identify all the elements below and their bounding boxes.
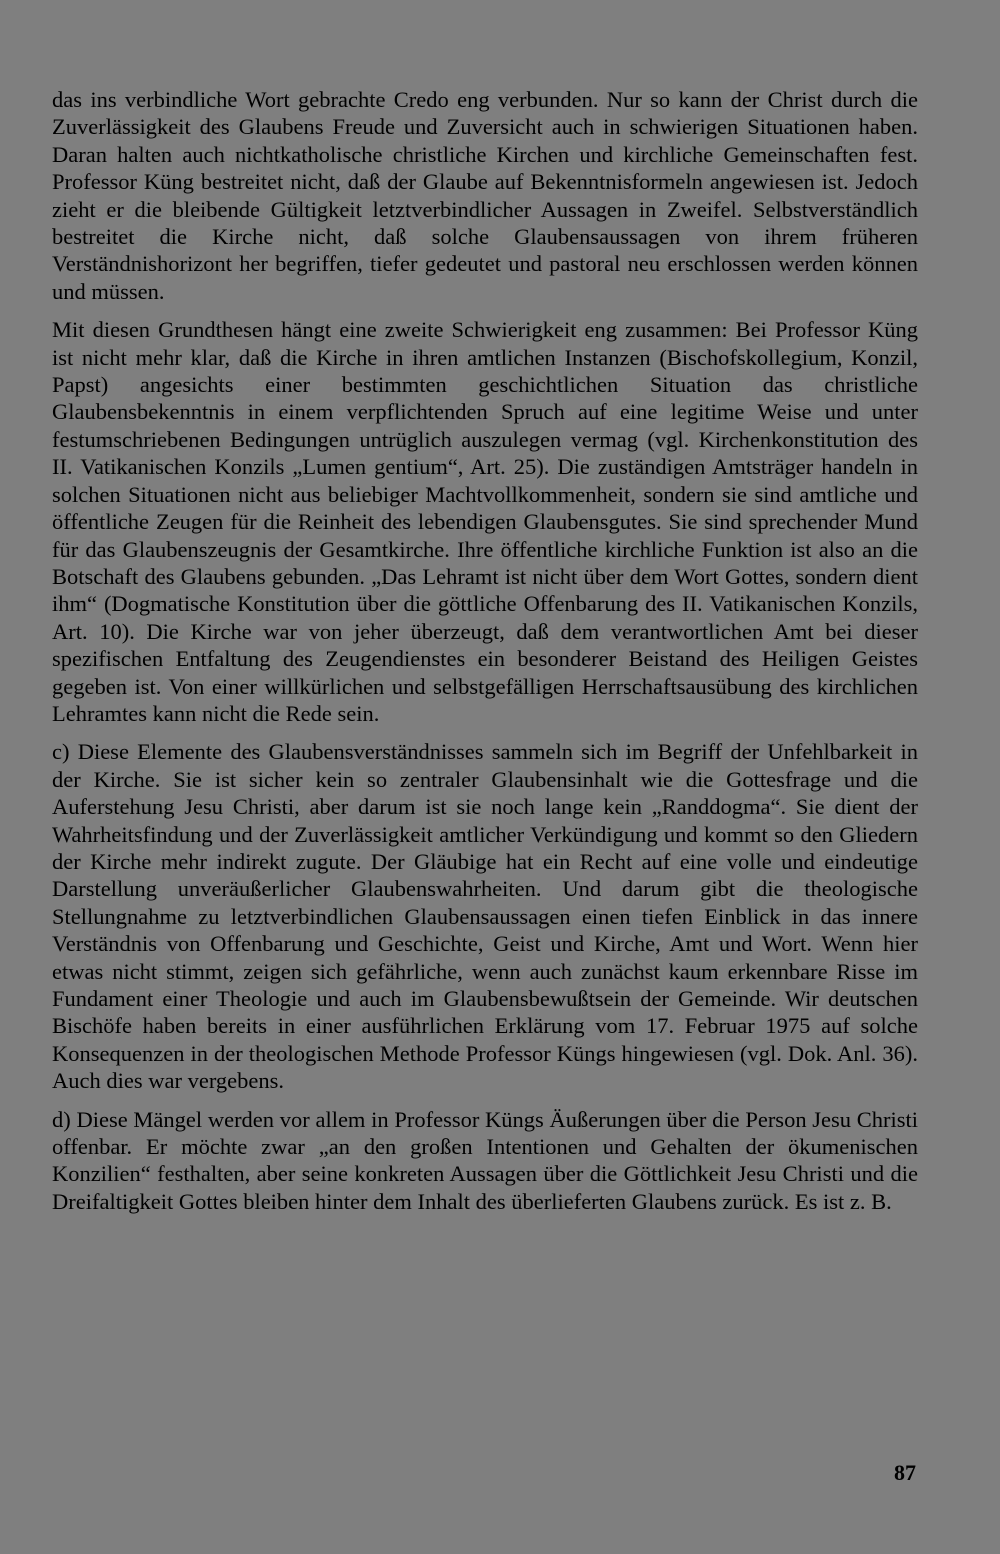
paragraph-c-unfehlbarkeit: c) Diese Elemente des Glaubensverständnisses sammeln sich im Begriff der Unfehlbarkeit in der Kirche. Sie ist sicher kein so zentraler Glaubensinhalt wie die Gottesfrage und die Auferstehung Jesu Christi, aber darum ist sie noch lange kein „Randdogma“. Sie dient der Wahrheitsfindung und der Zuverlässigkeit amtlicher Verkündigung und kommt so den Gliedern der Kirche mehr indirekt zugute. Der Gläubige hat ein Recht auf eine volle und eindeutige Darstellung unveräußerlicher Glaubenswahrheiten. Und darum gibt die theologische Stellungnahme zu letztverbindlichen Glaubensaussagen einen tiefen Einblick in das innere Verständnis von Offenbarung und Geschichte, Geist und Kirche, Amt und Wort. Wenn hier etwas nicht stimmt, zeigen sich gefährliche, wenn auch zunächst kaum erkennbare Risse im Fundament einer Theologie und auch im Glaubensbewußtsein der Gemeinde. Wir deutschen Bischöfe haben bereits in einer ausführlichen Erklärung vom 17. Februar 1975 auf solche Konsequenzen in der theologischen Methode Professor Küngs hingewiesen (vgl. Dok. Anl. 36). Auch dies war vergebens. <box>52 739 918 1094</box>
paragraph-grundthesen: Mit diesen Grundthesen hängt eine zweite Schwierigkeit eng zusammen: Bei Professor Küng ist nicht mehr klar, daß die Kirche in ihren amtlichen Instanzen (Bischofskollegium, Konzil, Papst) angesichts einer bestimmten geschichtlichen Situation das christliche Glaubensbekenntnis in einem verpflichtenden Spruch auf eine legitime Weise und unter festumschriebenen Bedingungen untrüglich auszulegen vermag (vgl. Kirchenkonstitution des II. Vatikanischen Konzils „Lumen gentium“, Art. 25). Die zuständigen Amtsträger handeln in solchen Situationen nicht aus beliebiger Machtvollkommenheit, sondern sie sind amtliche und öffentliche Zeugen für die Reinheit des lebendigen Glaubensgutes. Sie sind sprechender Mund für das Glaubenszeugnis der Gesamtkirche. Ihre öffentliche kirchliche Funktion ist also an die Botschaft des Glaubens gebunden. „Das Lehramt ist nicht über dem Wort Gottes, sondern dient ihm“ (Dogmatische Konstitution über die göttliche Offenbarung des II. Vatikanischen Konzils, Art. 10). Die Kirche war von jeher überzeugt, daß dem verantwortlichen Amt bei dieser spezifischen Entfaltung des Zeugendienstes ein besonderer Beistand des Heiligen Geistes gegeben ist. Von einer willkürlichen und selbstgefälligen Herrschaftsausübung des kirchlichen Lehramtes kann nicht die Rede sein. <box>52 317 918 726</box>
paragraph-credo: das ins verbindliche Wort gebrachte Credo eng verbunden. Nur so kann der Christ durch die Zuverlässigkeit des Glaubens Freude und Zuversicht auch in schwierigen Situationen haben. Daran halten auch nichtkatholische christliche Kirchen und kirchliche Gemeinschaften fest. Professor Küng bestreitet nicht, daß der Glaube auf Bekenntnisformeln angewiesen ist. Jedoch zieht er die bleibende Gültigkeit letztverbindlicher Aussagen in Zweifel. Selbstverständlich bestreitet die Kirche nicht, daß solche Glaubensaussagen von ihrem früheren Verständnishorizont her begriffen, tiefer gedeutet und pastoral neu erschlossen werden können und müssen. <box>52 87 918 304</box>
page-number: 87 <box>894 1460 916 1485</box>
page-body <box>52 86 918 1226</box>
paragraph-d-person-jesu: d) Diese Mängel werden vor allem in Professor Küngs Äußerungen über die Person Jesu Christi offenbar. Er möchte zwar „an den großen Intentionen und Gehalten der ökumenischen Konzilien“ festhalten, aber seine konkreten Aussagen über die Göttlichkeit Jesu Christi und die Dreifaltigkeit Gottes bleiben hinter dem Inhalt des überlieferten Glaubens zurück. Es ist z. B. <box>52 1106 918 1214</box>
